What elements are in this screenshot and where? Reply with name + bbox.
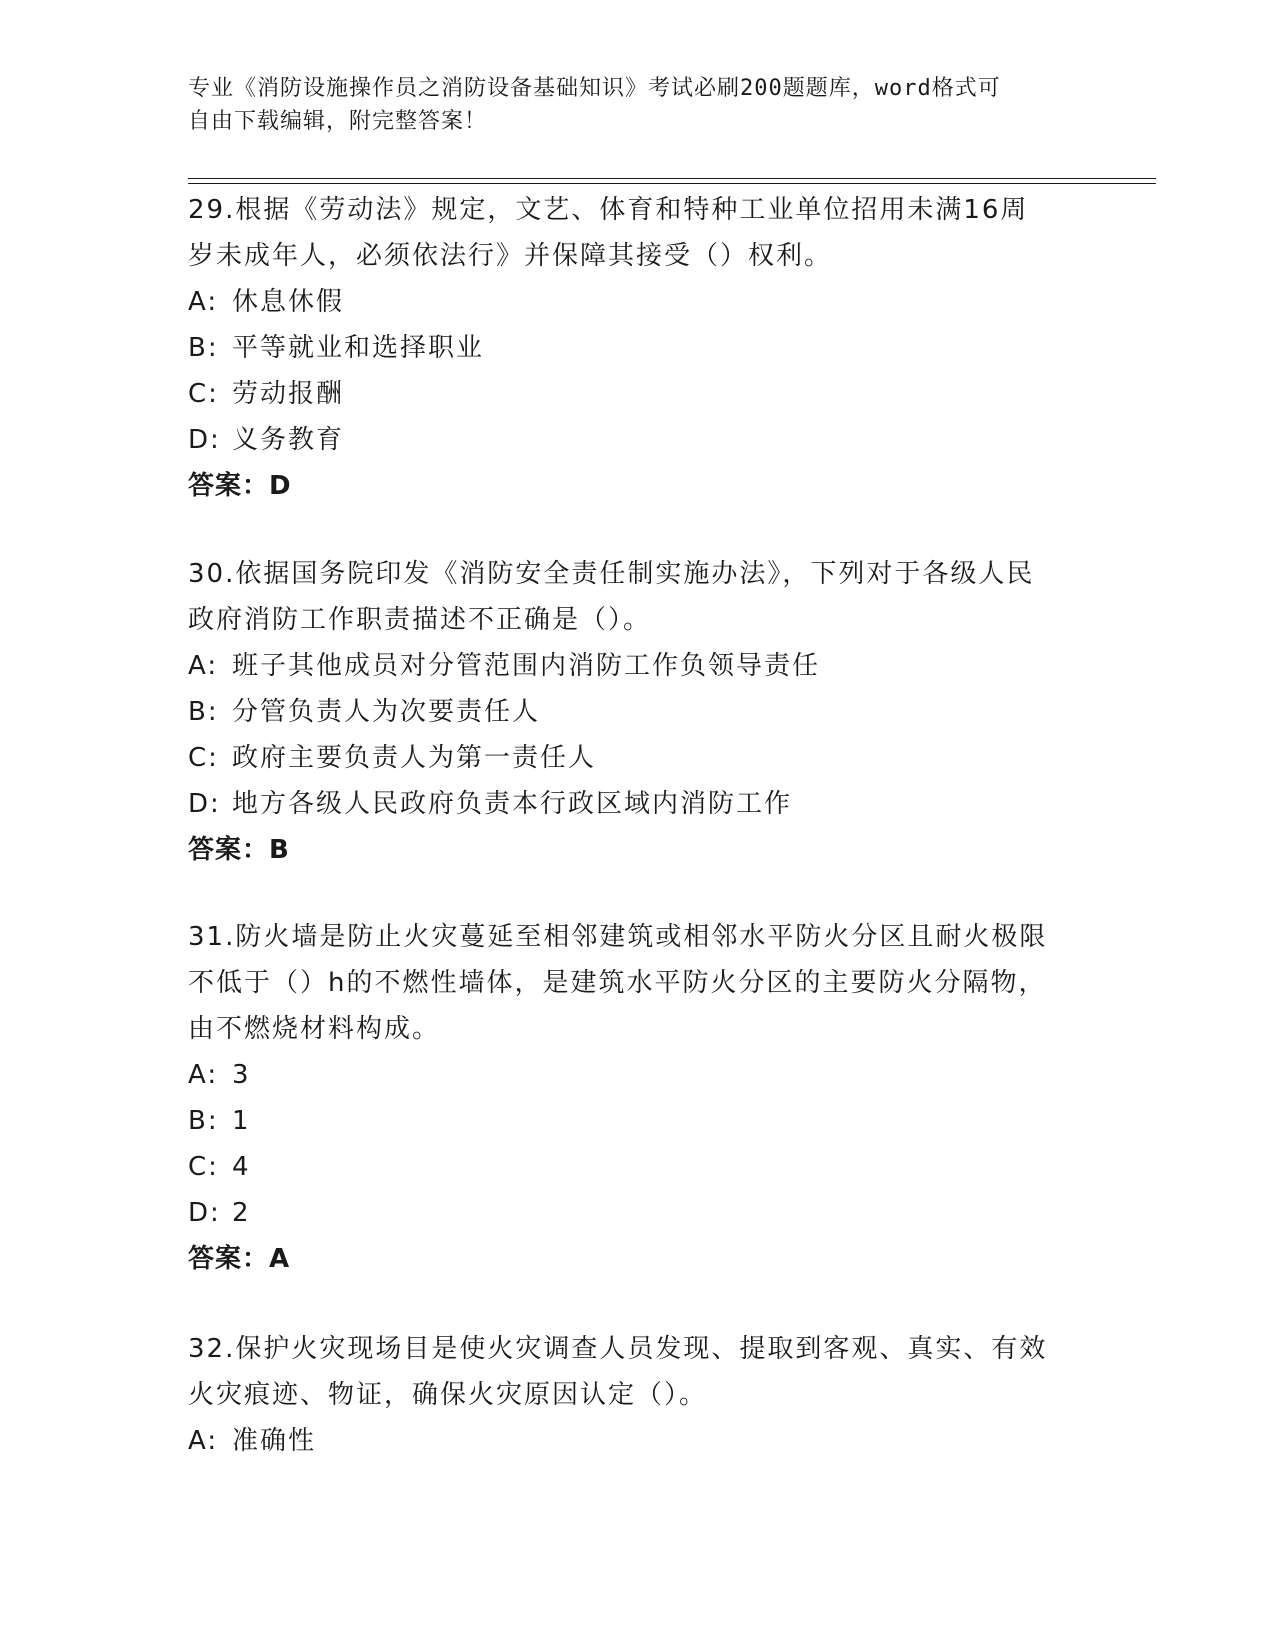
option-letter: A: [188, 1060, 219, 1090]
option-letter: A: [188, 1426, 219, 1456]
option-text: 休息休假 [232, 287, 345, 317]
question-30 [188, 551, 1088, 873]
option-letter: D: [188, 425, 221, 455]
option-b [188, 325, 1088, 371]
option-text: 准确性 [232, 1426, 317, 1456]
question-31 [188, 914, 1088, 1282]
question-stem-line: 31.防火墙是防止火灾蔓延至相邻建筑或相邻水平防火分区且耐火极限 [188, 922, 1048, 952]
option-d [188, 417, 1088, 463]
question-stem-line: 火灾痕迹、物证，确保火灾原因认定（）。 [188, 1380, 708, 1410]
option-a [188, 279, 1088, 325]
option-letter: C: [188, 743, 219, 773]
option-letter: B: [188, 1106, 219, 1136]
option-letter: B: [188, 697, 219, 727]
question-stem-line: 由不燃烧材料构成。 [188, 1014, 441, 1044]
question-stem [188, 187, 1088, 279]
option-a [188, 643, 1088, 689]
option-letter: A: [188, 287, 219, 317]
question-29 [188, 187, 1088, 509]
option-b [188, 1098, 1088, 1144]
question-stem-line: 30.依据国务院印发《消防安全责任制实施办法》，下列对于各级人民 [188, 559, 1035, 589]
question-stem-line: 32.保护火灾现场目是使火灾调查人员发现、提取到客观、真实、有效 [188, 1334, 1048, 1364]
question-stem-line: 政府消防工作职责描述不正确是（）。 [188, 605, 652, 635]
option-a [188, 1418, 1088, 1464]
option-text: 分管负责人为次要责任人 [232, 697, 541, 727]
question-stem-line: 29.根据《劳动法》规定，文艺、体育和特种工业单位招用未满16周 [188, 195, 1029, 225]
option-c [188, 1144, 1088, 1190]
option-d [188, 1190, 1088, 1236]
option-c [188, 735, 1088, 781]
header-divider-bottom [188, 183, 1156, 184]
option-text: 劳动报酬 [232, 379, 345, 409]
option-letter: C: [188, 1152, 219, 1182]
document-header [188, 72, 1068, 138]
question-stem [188, 1326, 1088, 1418]
option-text: 班子其他成员对分管范围内消防工作负领导责任 [232, 651, 821, 681]
question-stem [188, 551, 1088, 643]
answer-label: 答案：A [188, 1244, 291, 1274]
option-text: 义务教育 [232, 425, 345, 455]
answer-label: 答案：B [188, 835, 290, 865]
question-stem-line: 不低于（）h的不燃性墙体，是建筑水平防火分区的主要防火分隔物， [188, 968, 1047, 998]
option-b [188, 689, 1088, 735]
option-letter: D: [188, 1198, 221, 1228]
option-text: 2 [232, 1198, 251, 1228]
option-text: 3 [232, 1060, 251, 1090]
answer-label: 答案：D [188, 471, 292, 501]
question-stem-line: 岁未成年人，必须依法行》并保障其接受（）权利。 [188, 241, 833, 271]
option-text: 1 [232, 1106, 251, 1136]
header-divider-top [188, 178, 1156, 179]
header-line-1: 专业《消防设施操作员之消防设备基础知识》考试必刷200题题库，word格式可 [188, 76, 1001, 101]
option-a [188, 1052, 1088, 1098]
header-line-2: 自由下载编辑，附完整答案！ [188, 109, 488, 134]
option-text: 平等就业和选择职业 [232, 333, 485, 363]
option-text: 政府主要负责人为第一责任人 [232, 743, 597, 773]
option-letter: C: [188, 379, 219, 409]
option-d [188, 781, 1088, 827]
option-c [188, 371, 1088, 417]
option-text: 4 [232, 1152, 251, 1182]
option-text: 地方各级人民政府负责本行政区域内消防工作 [232, 789, 793, 819]
question-stem [188, 914, 1088, 1052]
question-32 [188, 1326, 1088, 1464]
option-letter: B: [188, 333, 219, 363]
option-letter: A: [188, 651, 219, 681]
option-letter: D: [188, 789, 221, 819]
